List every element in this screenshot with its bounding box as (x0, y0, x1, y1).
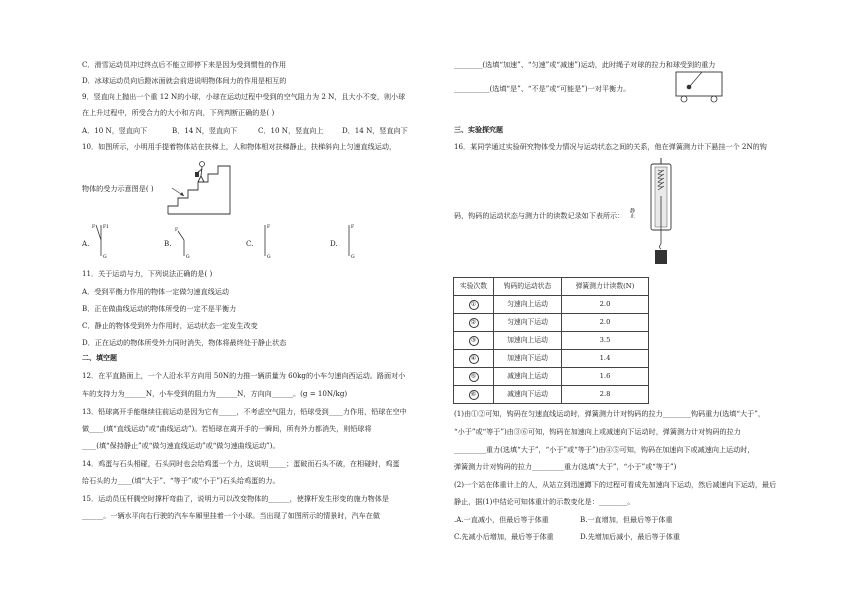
q16-part2-line2: 静止，据(1)中结论可知体重计的示数变化是：________。 (454, 497, 635, 506)
table-row (454, 314, 649, 332)
table-cell: ① (454, 296, 494, 314)
label-f: F (92, 225, 96, 230)
label-f: F (351, 225, 355, 230)
option-d-force-diagram (338, 222, 360, 262)
table-cell: 1.4 (562, 350, 649, 368)
table-cell: ③ (454, 332, 494, 350)
q16-option-a: .A.一直减小，但最后等于体重 (454, 515, 549, 524)
table-cell: 减速向下运动 (494, 386, 562, 404)
label-g: G (186, 255, 190, 260)
q11-option-a: A．受到平衡力作用的物体一定做匀速直线运动 (82, 287, 229, 296)
option-c-force-diagram (254, 222, 276, 262)
label-f: F (267, 225, 271, 230)
table-row (454, 296, 649, 314)
table-cell: 3.5 (562, 332, 649, 350)
q14-line2: 给石头的力____(填“大于”、“等于”或“小于”)石头给鸡蛋的力。 (82, 476, 280, 485)
table-cell: ④ (454, 350, 494, 368)
spring-scale-figure (630, 158, 690, 270)
table-cell: 2.0 (562, 314, 649, 332)
table-cell: 匀速向上运动 (494, 296, 562, 314)
q16-line2: 码，钩码的运动状态与测力计的读数记录如下表所示： (454, 211, 625, 220)
escalator-figure (164, 160, 234, 216)
q16-option-d: D.先增加后减小，最后等于体重 (580, 532, 680, 541)
table-cell: 1.6 (562, 368, 649, 386)
table-header: 钩码的运动状态 (494, 278, 562, 296)
q11-stem: 11．关于运动与力，下列说法正确的是( ) (82, 269, 213, 278)
table-cell: ⑤ (454, 368, 494, 386)
experiment-table (453, 277, 649, 404)
table-header: 弹簧测力计读数(N) (562, 278, 649, 296)
table-header-row (454, 278, 649, 296)
q16-line1: 16．某同学通过实验研究物体受力情况与运动状态之间的关系，他在弹簧测力计下悬挂一个 2N的钩 (454, 142, 767, 151)
q13-line3: ____(填“保持静止”或“做匀速直线运动”或“做匀速曲线运动”)。 (82, 441, 280, 450)
q9-option-a: A．10 N，竖直向下 (82, 126, 148, 135)
q11-option-c: C．静止的物体受到外力作用时，运动状态一定发生改变 (82, 321, 258, 330)
static-label: 静止 (629, 208, 635, 218)
option-a-force-diagram (90, 222, 112, 262)
label-f1: F1 (103, 225, 109, 230)
q15-line2: ______。一辆水平向右行驶的汽车车厢里挂着一个小球。当出现了如图所示的情景时，汽车在做 (82, 511, 380, 520)
table-row (454, 350, 649, 368)
q12-line1: 12．在平直路面上，一个人沿水平方向用 50N的力推一辆质量为 60kg的小车匀速向西运动。路面对小 (82, 371, 406, 380)
section-experiment-heading: 三、实验探究题 (454, 126, 503, 134)
q9-stem-line1: 9．竖直向上抛出一个重 12 N的小球，小球在运动过程中受到的空气阻力为 2 N，且大小不变，则小球 (82, 92, 406, 101)
table-cell: 匀速向下运动 (494, 314, 562, 332)
table-row (454, 386, 649, 404)
q16-part2-line1: (2)一个站在体重计上的人，从站立到迅速蹲下的过程可看成先加速向下运动，然后减速向下运动，最后 (454, 480, 777, 489)
q13-line2: 做____(填“直线运动”或“曲线运动”)。若铅球在离开手的一瞬间，所有外力都消失，则铅球将 (82, 424, 372, 433)
table-cell: 加速向下运动 (494, 350, 562, 368)
q10-option-c: C. (246, 239, 254, 248)
q15-line3: ________(选填“加速”、“匀速”或“减速”)运动，此时绳子对球的拉力和球受到的重力 (454, 60, 716, 69)
table-header: 实验次数 (454, 278, 494, 296)
q14-line1: 14．鸡蛋与石头相碰，石头同时也会给鸡蛋一个力，这说明_____；蛋破而石头不破，在相碰时，鸡蛋 (82, 459, 400, 468)
q15-line4: __________(选填“是”、“不是”或“可能是”)一对平衡力。 (454, 84, 631, 93)
q8-option-d: D．冰球运动员向后蹬冰面就会前进说明物体间力的作用是相互的 (82, 76, 287, 85)
q11-option-d: D．正在运动的物体所受外力同时消失，物体将最终处于静止状态 (82, 338, 287, 347)
q13-line1: 13．铅球离开手能继续往前运动是因为它有_____，不考虑空气阻力，铅球受到____力作用，铅球在空中 (82, 407, 407, 416)
q11-option-b: B．正在做曲线运动的物体所受的一定不是平衡力 (82, 304, 237, 313)
section-fill-blank-heading: 二、填空题 (82, 354, 117, 362)
q16-option-c: C.先减小后增加，最后等于体重 (454, 532, 554, 541)
q16-part1-line3: _________重力(选填“大于”，“小于”或“等于”)由④⑤可知，钩码在加速向下或减速向上运动时， (454, 445, 755, 454)
table-cell: ⑥ (454, 386, 494, 404)
q9-option-b: B．14 N，竖直向下 (172, 126, 238, 135)
table-cell: 加速向上运动 (494, 332, 562, 350)
label-g: G (267, 255, 271, 260)
q9-option-d: D．14 N，竖直向下 (342, 126, 408, 135)
q8-option-c: C．滑雪运动员冲过终点后不能立即停下来是因为受到惯性的作用 (82, 60, 287, 69)
table-cell: 减速向上运动 (494, 368, 562, 386)
q9-stem-line2: 在上升过程中，所受合力的大小和方向，下列判断正确的是( ) (82, 108, 275, 117)
q15-line1: 15．运动员压杆腾空时撑杆弯曲了，说明力可以改变物体的______，使撑杆发生形变的施力物体是 (82, 494, 389, 503)
q10-stem-line1: 10．如图所示，小明用手提着物体站在扶梯上，人和物体相对扶梯静止，扶梯斜向上匀速直线运动， (82, 142, 397, 151)
car-ball-figure (674, 70, 726, 104)
q16-part1-line2: “小于”或“等于”)由③⑥可知，钩码在加速向上或减速向下运动时，弹簧测力计对钩码的拉力 (454, 427, 741, 436)
table-cell: ② (454, 314, 494, 332)
table-row (454, 368, 649, 386)
q10-option-d: D. (330, 239, 338, 248)
q9-option-c: C．10 N，竖直向上 (258, 126, 324, 135)
q16-part1-line4: 弹簧测力计对钩码的拉力_________重力(选填“大于”，“小于”或“等于”) (454, 462, 677, 471)
label-f: F (175, 228, 179, 233)
table-row (454, 332, 649, 350)
q16-part1-line1: (1)由①②可知，钩码在匀速直线运动时，弹簧测力计对钩码的拉力________钩码重力(选填“大于”， (454, 409, 765, 418)
option-b-force-diagram (172, 222, 194, 262)
q10-option-a: A. (82, 239, 90, 248)
q12-line2: 车的支持力为______N，小车受到的阻力为______N，方向向______。(g = 10N/kg) (82, 389, 348, 398)
label-g: G (103, 255, 107, 260)
q16-option-b: B.一直增加，但最后等于体重 (580, 515, 673, 524)
table-cell: 2.0 (562, 296, 649, 314)
table-cell: 2.8 (562, 386, 649, 404)
label-g: G (351, 255, 355, 260)
q10-option-b: B. (164, 239, 172, 248)
q10-stem-line2: 物体的受力示意图是( ) (82, 184, 154, 193)
